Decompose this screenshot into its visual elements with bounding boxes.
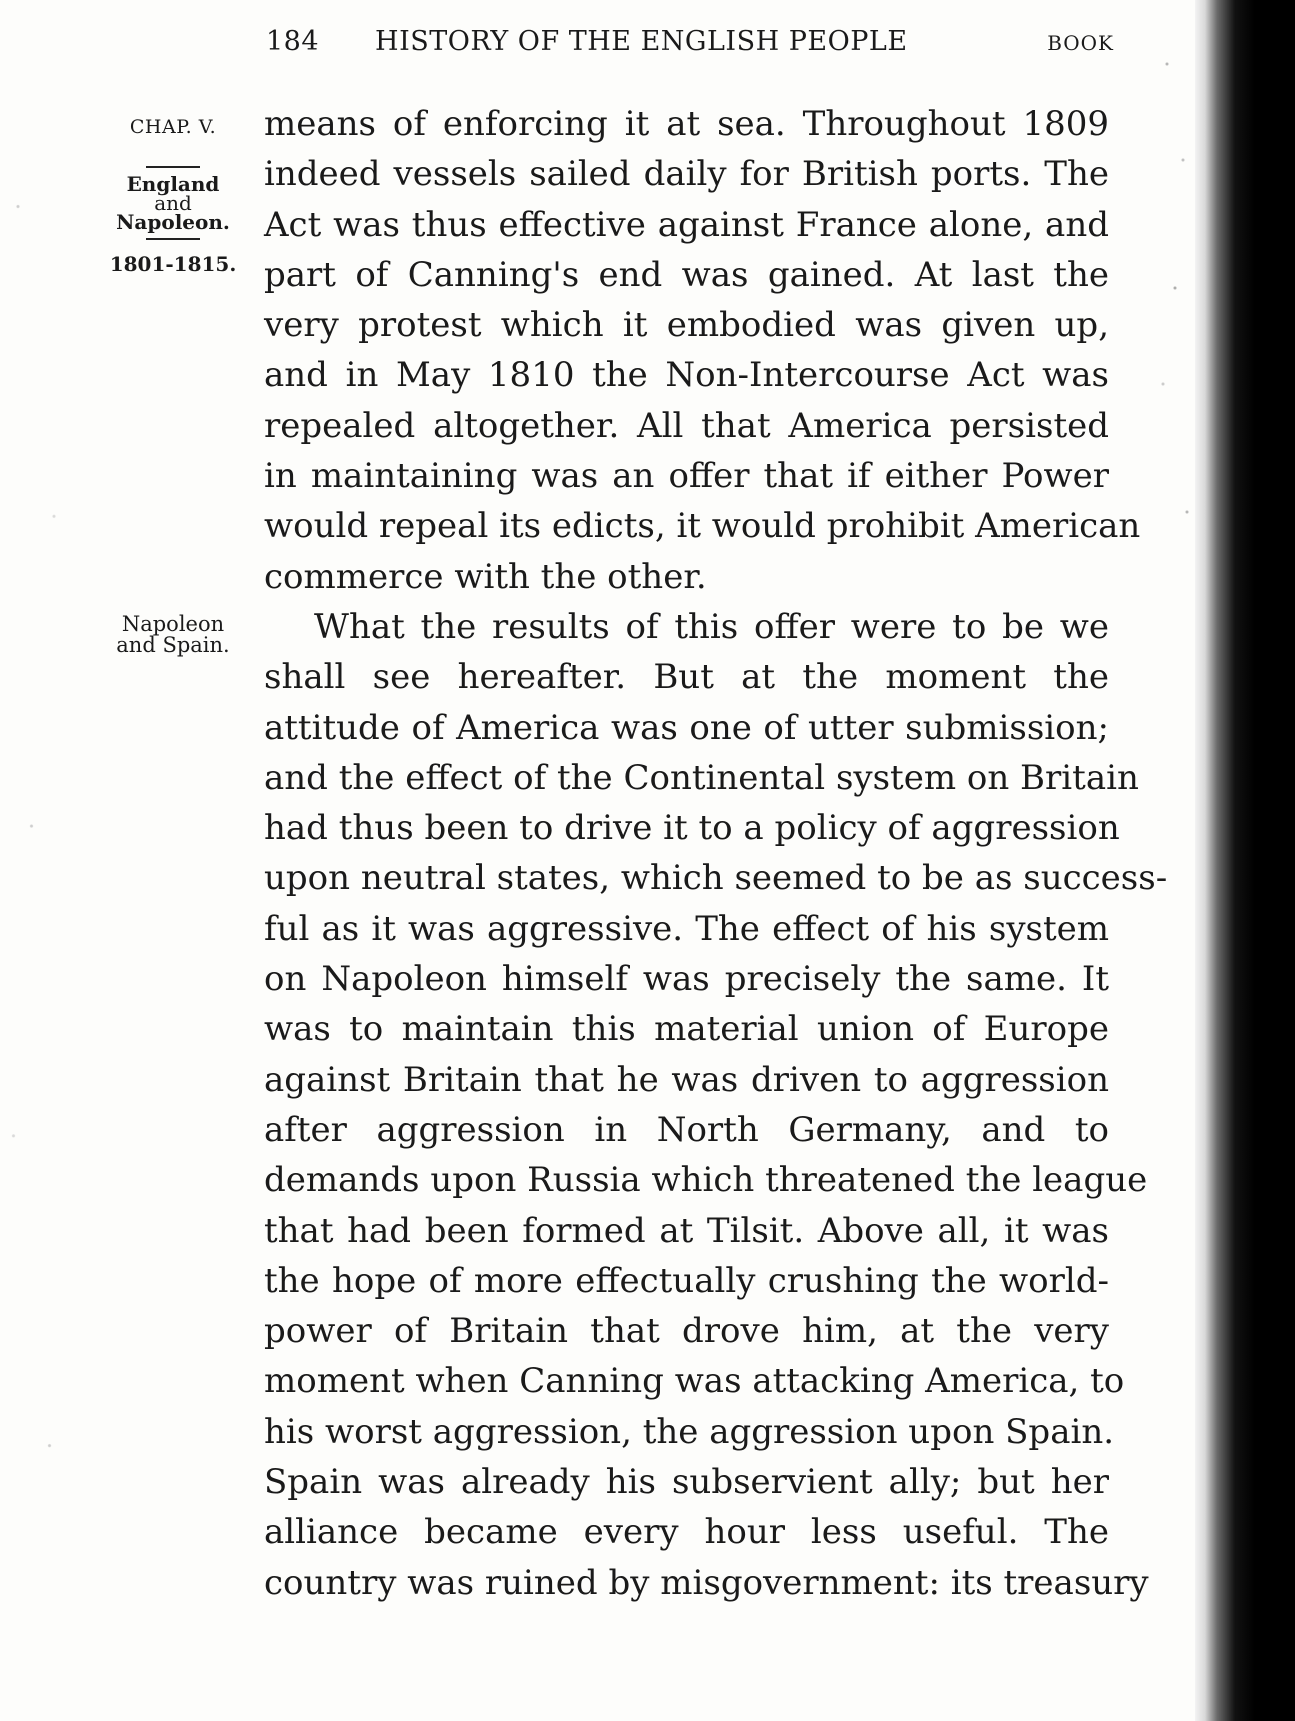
text-line: and the effect of the Continental system on Britain (264, 757, 1139, 798)
text-line: after aggression in North Germany, and to (264, 1109, 1109, 1150)
book-spine-shadow (1195, 0, 1295, 1721)
text-line: country was ruined by misgovernment: its treasury (264, 1562, 1149, 1603)
sidenote-topic-line1: England (126, 172, 220, 196)
text-line: power of Britain that drove him, at the very (264, 1311, 1109, 1352)
sidenote-napoleon-spain-line2: and Spain. (116, 633, 230, 657)
sidenote-topic-line2: and (154, 191, 192, 215)
text-line: would repeal its edicts, it would prohibit American (264, 506, 1141, 547)
sidenote-rule-top (146, 166, 200, 168)
sidenote-topic (108, 160, 238, 275)
body-text (264, 99, 1168, 1608)
page-number: 184 (266, 26, 320, 57)
text-line: part of Canning's end was gained. At last the (264, 254, 1109, 295)
text-line-paragraph-start: What the results of this offer were to be we (314, 606, 1109, 647)
text-line: Act was thus effective against France alone, and (264, 204, 1109, 245)
scan-noise-left (0, 0, 90, 1721)
sidenote-chapter: CHAP. V. (129, 116, 217, 138)
text-line: shall see hereafter. But at the moment the (264, 657, 1109, 698)
text-line: very protest which it embodied was given up, (264, 305, 1109, 346)
text-line: ful as it was aggressive. The effect of his system (264, 908, 1109, 949)
sidenote-rule-bottom (146, 238, 200, 240)
text-line: attitude of America was one of utter submission; (264, 707, 1109, 748)
text-line: alliance became every hour less useful. The (264, 1512, 1109, 1553)
text-line: Spain was already his subservient ally; but her (264, 1462, 1109, 1503)
text-line-paragraph-end: commerce with the other. (264, 556, 707, 597)
text-line: on Napoleon himself was precisely the same. It (264, 959, 1109, 1000)
sidenote-years: 1801-1815. (109, 252, 237, 276)
text-line: had thus been to drive it to a policy of aggression (264, 808, 1120, 849)
text-line: the hope of more effectually crushing the world- (264, 1260, 1109, 1301)
text-line: repealed altogether. All that America persisted (264, 405, 1109, 446)
text-line: means of enforcing it at sea. Throughout 1809 (264, 104, 1109, 144)
text-line: indeed vessels sailed daily for British ports. The (264, 154, 1109, 195)
text-line: and in May 1810 the Non-Intercourse Act was (264, 355, 1109, 396)
text-line: his worst aggression, the aggression upon Spain. (264, 1411, 1115, 1452)
sidenote-topic-line3: Napoleon. (116, 210, 230, 234)
text-line: that had been formed at Tilsit. Above all, it was (264, 1210, 1109, 1251)
text-line: against Britain that he was driven to aggression (264, 1059, 1109, 1100)
text-line: in maintaining was an offer that if either Power (264, 456, 1109, 497)
sidenote-napoleon-spain (108, 614, 238, 656)
text-line: was to maintain this material union of Europe (264, 1009, 1109, 1050)
scan-noise-spine (1155, 0, 1195, 640)
text-line: moment when Canning was attacking America, to (264, 1361, 1125, 1402)
running-title: HISTORY OF THE ENGLISH PEOPLE (375, 26, 908, 57)
text-line: demands upon Russia which threatened the league (264, 1160, 1148, 1201)
running-book-label: BOOK (1047, 31, 1114, 55)
sidenote-napoleon-spain-line1: Napoleon (121, 612, 225, 636)
text-line: upon neutral states, which seemed to be as success- (264, 858, 1168, 899)
running-head (266, 26, 1114, 66)
